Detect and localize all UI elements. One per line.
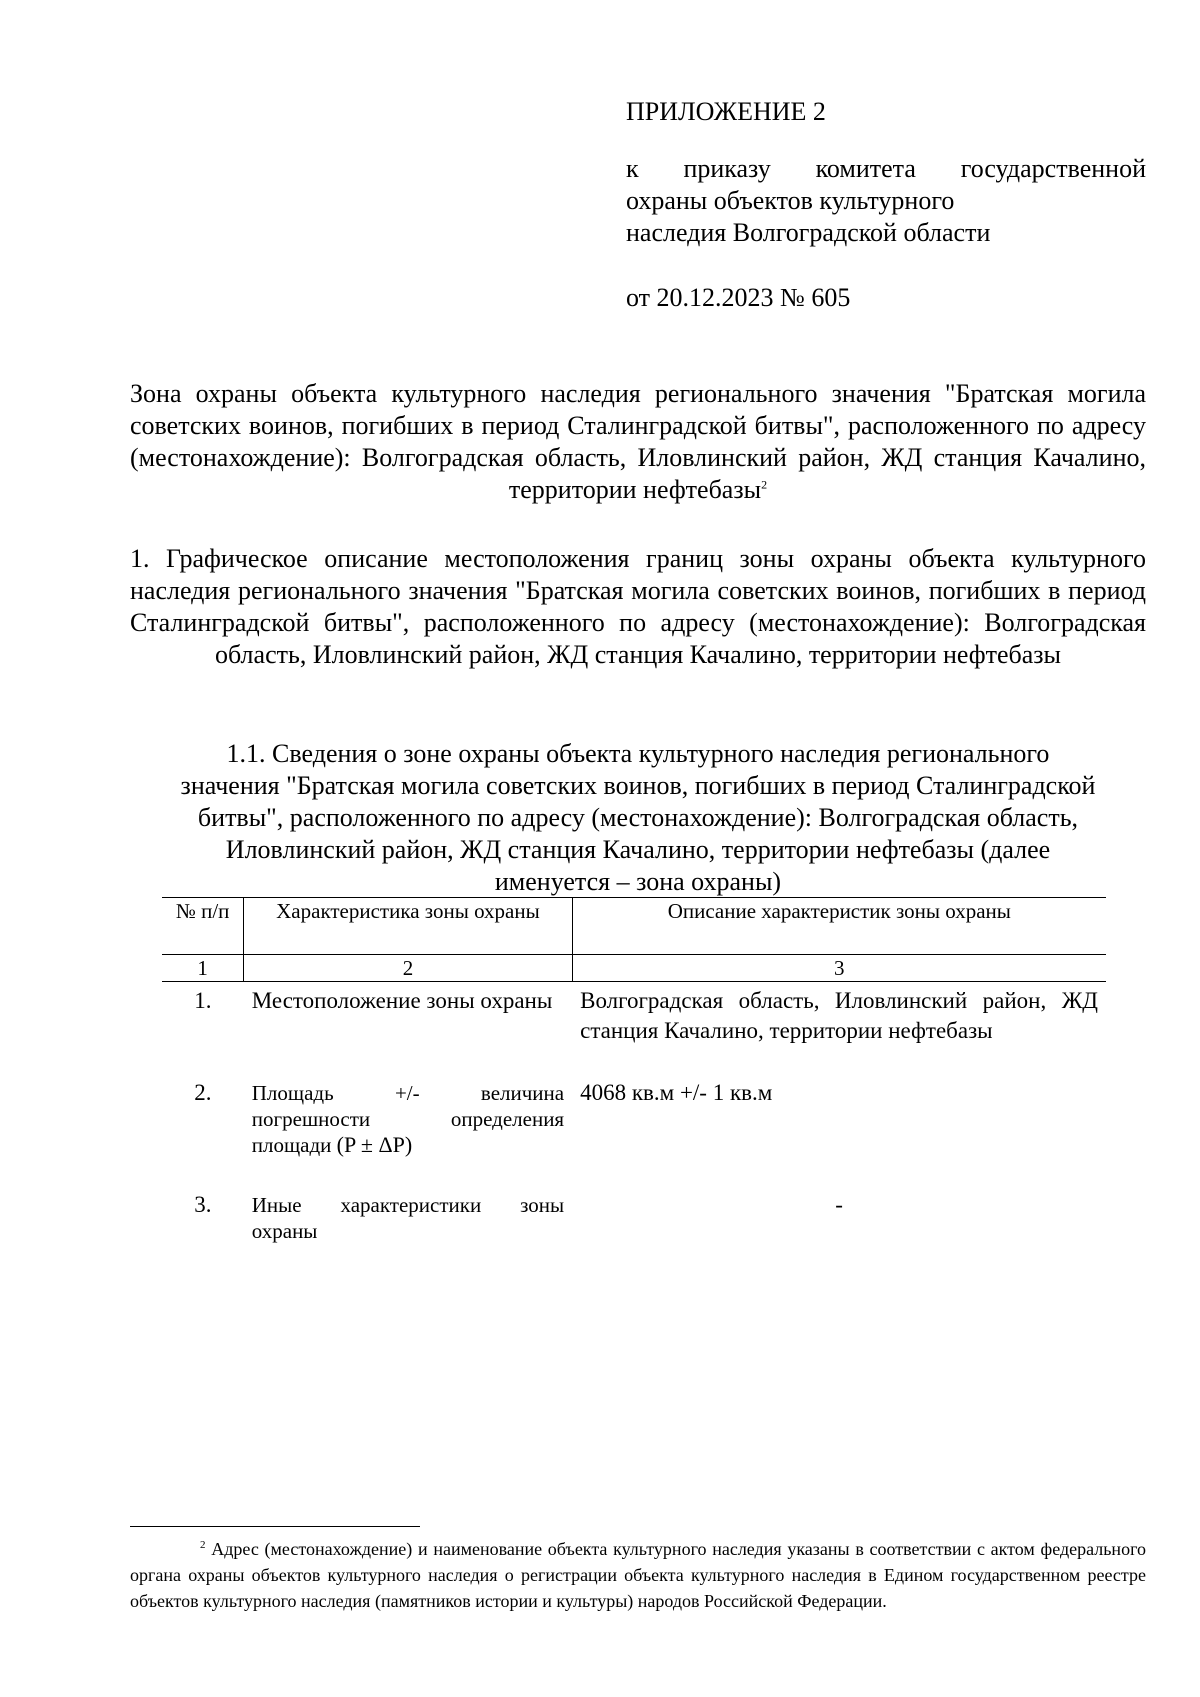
section-1-heading: 1. Графическое описание местоположения границ зоны охраны объекта культурного наследия регионального значения "Братская могила советских воинов, погибших в период Сталинградской битвы", расположенного по адресу (местонахождение): Волгоградская область, Иловлинский район, ЖД станция Качалино, территории нефтебазы xyxy=(130,544,1146,669)
section-1-1-line-5: именуется – зона охраны) xyxy=(494,867,782,896)
appendix-line-1: к приказу комитета государственной xyxy=(626,154,1146,183)
section-1-1-line-1: 1.1. Сведения о зоне охраны объекта культурного наследия регионального xyxy=(226,739,1050,768)
section-1-1-line-3: битвы", расположенного по адресу (местонахождение): Волгоградская область, xyxy=(197,803,1079,832)
table-column-numbers-row xyxy=(162,955,1106,982)
header-characteristic: Характеристика зоны охраны xyxy=(244,898,572,955)
table-row xyxy=(162,1188,1106,1274)
table-header-row xyxy=(162,898,1106,955)
appendix-line-3: наследия Волгоградской области xyxy=(626,218,991,247)
row-description: - xyxy=(835,1192,843,1217)
table-row xyxy=(162,982,1106,1077)
zone-info-table xyxy=(162,897,1106,1274)
footnote xyxy=(130,1536,1146,1614)
row-num: 1. xyxy=(194,988,212,1013)
appendix-reference xyxy=(626,153,1146,249)
appendix-title: ПРИЛОЖЕНИЕ 2 xyxy=(626,97,826,126)
column-number-3: 3 xyxy=(572,955,1106,982)
row-num: 2. xyxy=(194,1080,212,1105)
zone-title-text: Зона охраны объекта культурного наследия регионального значения "Братская могила советских воинов, погибших в период Сталинградской битвы", расположенного по адресу (местонахождение): Волгоградская область, Иловлинский район, ЖД станция Качалино, территории нефтебазы xyxy=(130,379,1146,504)
order-date: от 20.12.2023 № 605 xyxy=(626,283,851,312)
footnote-text: Адрес (местонахождение) и наименование объекта культурного наследия указаны в соответствии с актом федерального органа охраны объектов культурного наследия о регистрации объекта культурного наследия в Едином государственном реестре объектов культурного наследия (памятников истории и культуры) народов Российской Федерации. xyxy=(130,1539,1146,1611)
section-1-1-heading xyxy=(130,738,1146,898)
row-description: 4068 кв.м +/- 1 кв.м xyxy=(580,1080,773,1105)
footnote-separator xyxy=(130,1526,420,1527)
row-characteristic-text: Площадь +/- величина погрешности определения площади xyxy=(251,1081,565,1157)
appendix-line-2: охраны объектов культурного xyxy=(626,186,955,215)
column-number-1: 1 xyxy=(162,955,244,982)
section-1-1-line-2: значения "Братская могила советских воинов, погибших в период Сталинградской xyxy=(180,771,1096,800)
row-characteristic: Иные характеристики зоны охраны xyxy=(251,1193,565,1243)
row-num: 3. xyxy=(194,1192,212,1217)
table-row xyxy=(162,1076,1106,1188)
row-characteristic: Местоположение зоны охраны xyxy=(251,988,553,1013)
row-characteristic xyxy=(244,1076,572,1188)
footnote-number: 2 xyxy=(200,1539,206,1551)
header-num: № п/п xyxy=(162,898,244,955)
column-number-2: 2 xyxy=(244,955,572,982)
section-1-1-line-4: Иловлинский район, ЖД станция Качалино, территории нефтебазы (далее xyxy=(225,835,1051,864)
footnote-reference: 2 xyxy=(761,477,768,492)
zone-title xyxy=(130,378,1146,506)
area-formula: (P ± ΔP) xyxy=(336,1132,413,1157)
header-description: Описание характеристик зоны охраны xyxy=(572,898,1106,955)
row-description: Волгоградская область, Иловлинский район, ЖД станция Качалино, территории нефтебазы xyxy=(580,988,1098,1043)
